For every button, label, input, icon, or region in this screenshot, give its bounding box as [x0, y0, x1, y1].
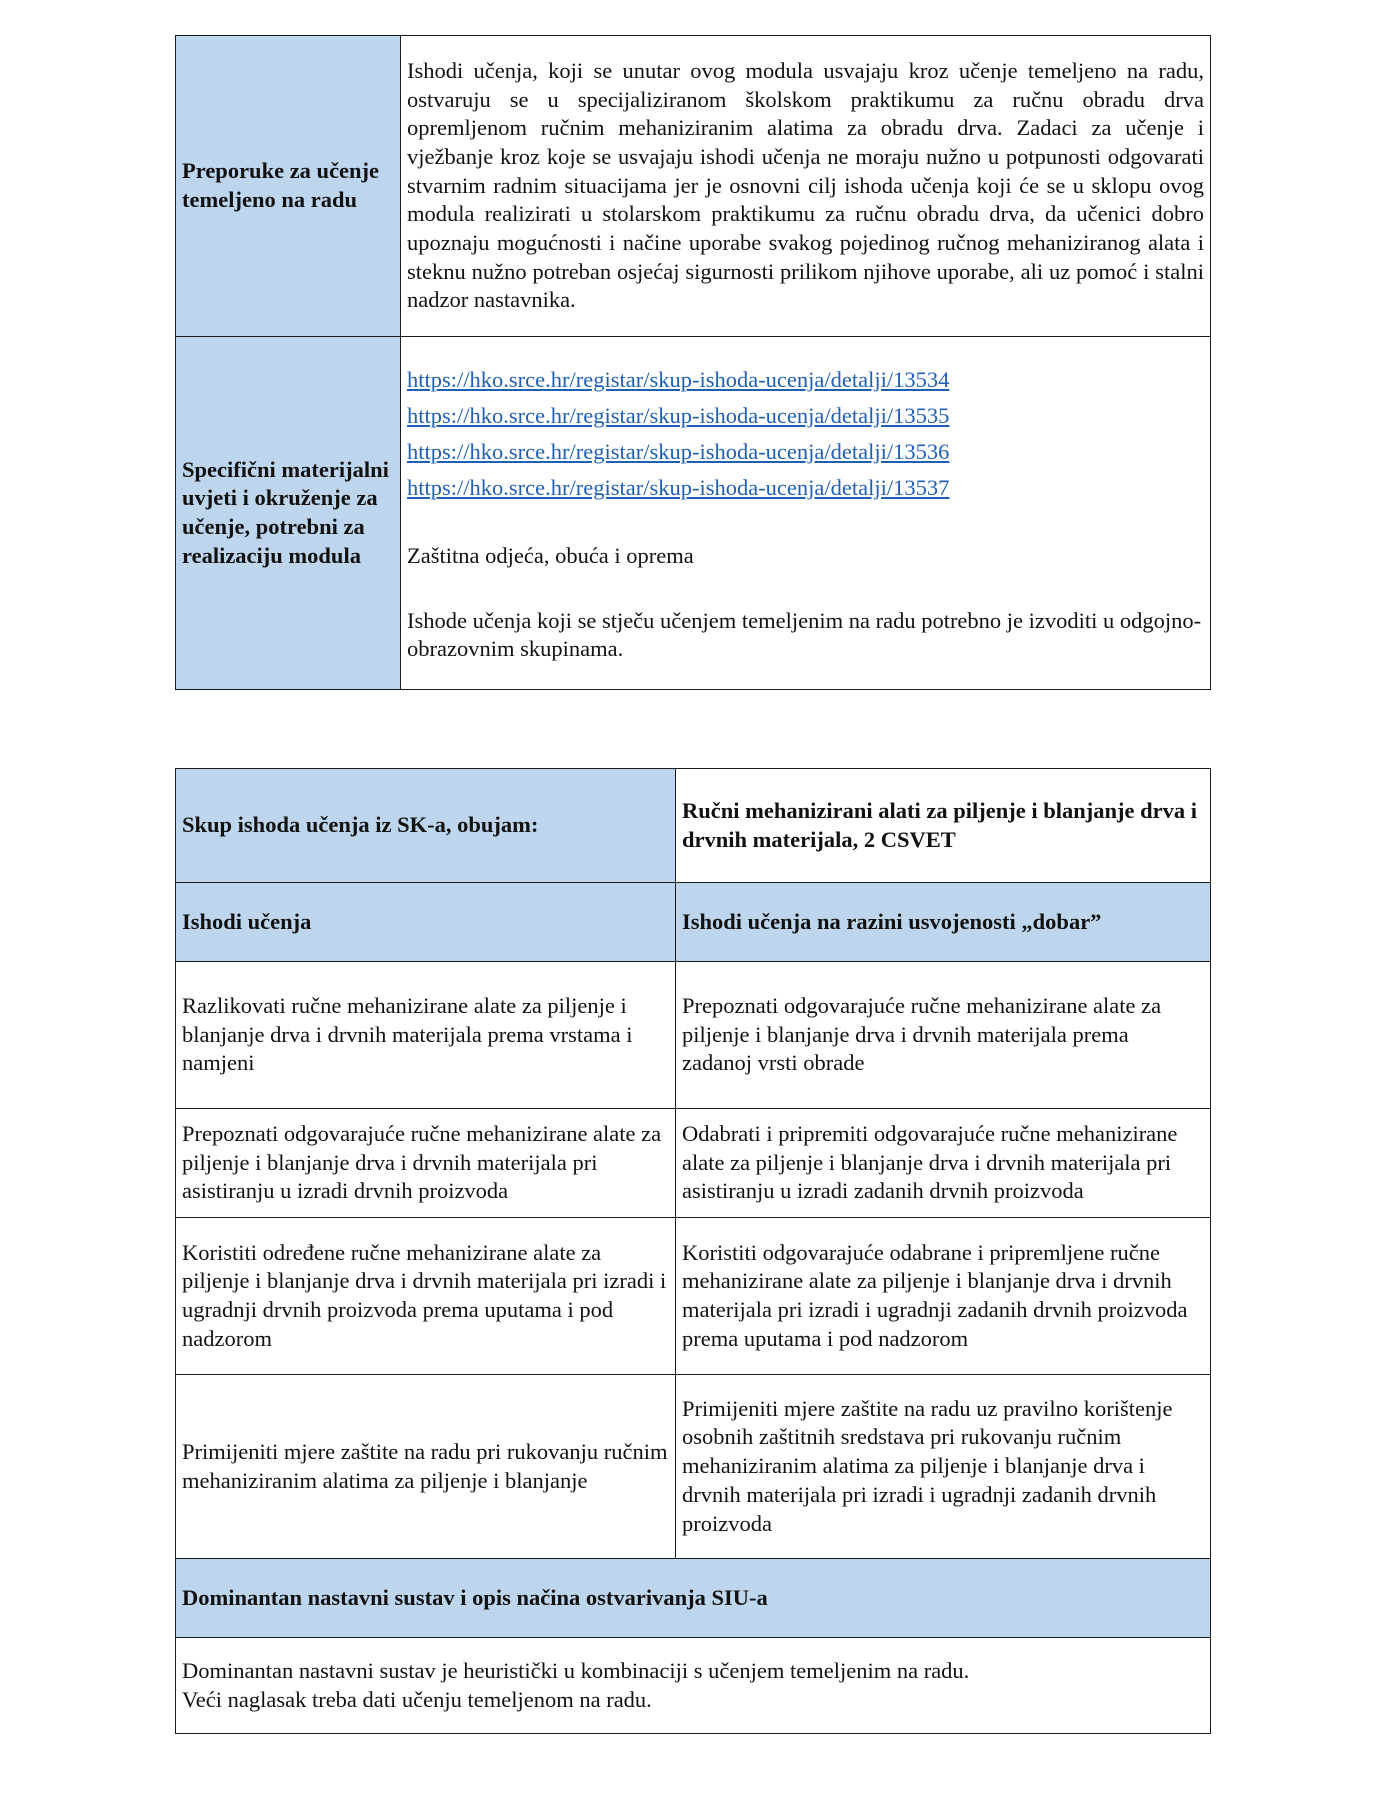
outcome-cell: Razlikovati ručne mehanizirane alate za piljenje i blanjanje drva i drvnih materijala prema vrstama i namjeni	[176, 962, 676, 1109]
link-list	[407, 362, 1204, 506]
table-row	[176, 1375, 1211, 1559]
good-level-cell: Koristiti odgovarajuće odabrane i pripremljene ručne mehanizirane alate za piljenje i blanjanje drva i drvnih materijala pri izradi i ugradnji zadanih drvnih proizvoda prema uputama i pod nadzorom	[676, 1218, 1211, 1375]
hko-link-13536[interactable]: https://hko.srce.hr/registar/skup-ishoda-ucenja/detalji/13536	[407, 438, 950, 464]
good-level-cell: Prepoznati odgovarajuće ručne mehanizirane alate za piljenje i blanjanje drva i drvnih materijala prema zadanoj vrsti obrade	[676, 962, 1211, 1109]
table-row	[176, 962, 1211, 1109]
table-row	[176, 769, 1211, 883]
col-header-good-level: Ishodi učenja na razini usvojenosti „dobar”	[676, 883, 1211, 962]
teaching-system-header: Dominantan nastavni sustav i opis načina ostvarivanja SIU-a	[176, 1559, 1211, 1638]
learning-outcomes-table	[175, 768, 1211, 1734]
hko-link-13537[interactable]: https://hko.srce.hr/registar/skup-ishoda-ucenja/detalji/13537	[407, 474, 950, 500]
table-row	[176, 1109, 1211, 1218]
table-header-row	[176, 883, 1211, 962]
outcome-cell: Prepoznati odgovarajuće ručne mehanizirane alate za piljenje i blanjanje drva i drvnih materijala pri asistiranju u izradi drvnih proizvoda	[176, 1109, 676, 1218]
work-based-learning-text: Ishodi učenja, koji se unutar ovog modula usvajaju kroz učenje temeljeno na radu, ostvaruju se u specijaliziranom školskom praktikumu za ručnu obradu drva opremljenom ručnim mehaniziranim alatima za obradu drva. Zadaci za učenje i vježbanje kroz koje se usvajaju ishodi učenja ne moraju nužno u potpunosti odgovarati stvarnim radnim situacijama jer je osnovni cilj ishoda učenja koji će se u sklopu ovog modula realizirati u stolarskom praktikumu za ručnu obradu drva, da učenici dobro upoznaju mogućnosti i načine uporabe svakog pojedinog ručnog mehaniziranog alata i steknu nužno potreban osjećaj sigurnosti prilikom njihove uporabe, ali uz pomoć i stalni nadzor nastavnika.	[401, 36, 1211, 337]
set-label: Skup ishoda učenja iz SK-a, obujam:	[176, 769, 676, 883]
table-row	[176, 1559, 1211, 1638]
teaching-system-text	[176, 1638, 1211, 1734]
good-level-cell: Primijeniti mjere zaštite na radu uz pravilno korištenje osobnih zaštitnih sredstava pri rukovanju ručnim mehaniziranim alatima za piljenje i blanjanje drva i drvnih materijala pri izradi i ugradnji zadanih drvnih proizvoda	[676, 1375, 1211, 1559]
good-level-cell: Odabrati i pripremiti odgovarajuće ručne mehanizirane alate za piljenje i blanjanje drva i drvnih materijala pri asistiranju u izradi zadanih drvnih proizvoda	[676, 1109, 1211, 1218]
table-row	[176, 337, 1211, 690]
outcome-cell: Primijeniti mjere zaštite na radu pri rukovanju ručnim mehaniziranim alatima za piljenje i blanjanje	[176, 1375, 676, 1559]
module-info-table	[175, 35, 1211, 690]
hko-link-13534[interactable]: https://hko.srce.hr/registar/skup-ishoda-ucenja/detalji/13534	[407, 366, 950, 392]
row-label-material-conditions: Specifični materijalni uvjeti i okruženje za učenje, potrebni za realizaciju modula	[176, 337, 401, 690]
material-conditions-cell	[401, 337, 1211, 690]
teaching-system-line: Dominantan nastavni sustav je heuristički u kombinaciji s učenjem temeljenim na radu.	[182, 1657, 970, 1683]
set-value: Ručni mehanizirani alati za piljenje i blanjanje drva i drvnih materijala, 2 CSVET	[676, 769, 1211, 883]
table-row	[176, 36, 1211, 337]
outcome-cell: Koristiti određene ručne mehanizirane alate za piljenje i blanjanje drva i drvnih materijala pri izradi i ugradnji drvnih proizvoda prema uputama i pod nadzorom	[176, 1218, 676, 1375]
table-row	[176, 1218, 1211, 1375]
table-row	[176, 1638, 1211, 1734]
equipment-text: Zaštitna odjeća, obuća i oprema	[407, 542, 694, 568]
row-label-work-based-learning: Preporuke za učenje temeljeno na radu	[176, 36, 401, 337]
hko-link-13535[interactable]: https://hko.srce.hr/registar/skup-ishoda-ucenja/detalji/13535	[407, 402, 950, 428]
teaching-system-line: Veći naglasak treba dati učenju temeljenom na radu.	[182, 1686, 652, 1712]
group-note-text: Ishode učenja koji se stječu učenjem temeljenim na radu potrebno je izvoditi u odgojno-obrazovnim skupinama.	[407, 607, 1202, 662]
col-header-outcomes: Ishodi učenja	[176, 883, 676, 962]
